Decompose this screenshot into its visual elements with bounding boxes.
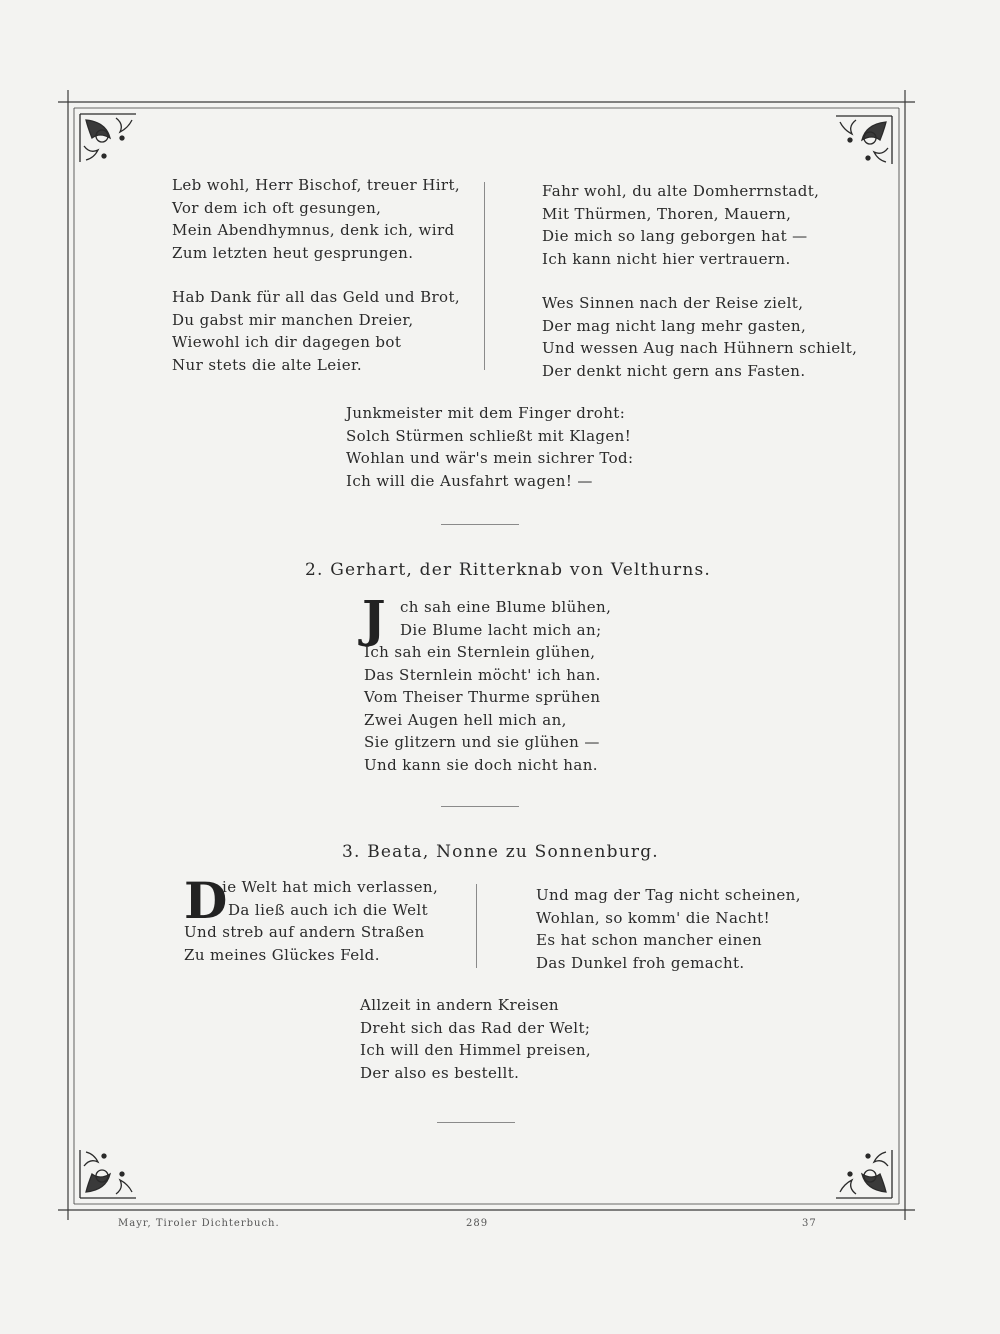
- section-3-left-stanza: [184, 871, 439, 966]
- section-2-title: 2. Gerhart, der Ritterknab von Velthurns.: [305, 560, 712, 580]
- verse-line: Zu meines Glückes Feld.: [184, 945, 380, 964]
- verse-line: Die Blume lacht mich an;: [400, 620, 602, 639]
- section-separator: [437, 1122, 515, 1123]
- verse-line: Der denkt nicht gern ans Fasten.: [542, 361, 806, 380]
- verse-line: Der also es bestellt.: [360, 1063, 520, 1082]
- poem1-left-stanza-2: [172, 286, 460, 376]
- section-3-title: 3. Beata, Nonne zu Sonnenburg.: [342, 842, 659, 862]
- verse-line: Der mag nicht lang mehr gasten,: [542, 316, 807, 335]
- verse-line: Und wessen Aug nach Hühnern schielt,: [542, 339, 858, 357]
- verse-line: Die mich so lang geborgen hat —: [542, 227, 808, 245]
- column-divider: [476, 884, 477, 968]
- verse-line: Zum letzten heut gesprungen.: [172, 243, 414, 262]
- verse-line: Du gabst mir manchen Dreier,: [172, 310, 414, 329]
- verse-line: Sie glitzern und sie glühen —: [364, 733, 600, 751]
- verse-line: ie Welt hat mich verlassen,: [222, 878, 439, 896]
- column-divider: [484, 182, 485, 370]
- verse-line: Vor dem ich oft gesungen,: [172, 198, 382, 217]
- section-separator: [441, 806, 519, 807]
- verse-line: Mein Abendhymnus, denk ich, wird: [172, 221, 455, 239]
- verse-line: Ich sah ein Sternlein glühen,: [364, 643, 596, 661]
- verse-line: Ich will die Ausfahrt wagen! —: [346, 471, 593, 490]
- verse-line: Junkmeister mit dem Finger droht:: [346, 404, 626, 422]
- verse-line: Vom Theiser Thurme sprühen: [364, 688, 601, 706]
- corner-ornament-bottom-right: [826, 1140, 896, 1202]
- verse-line: Zwei Augen hell mich an,: [364, 710, 567, 729]
- drop-cap-initial: D: [184, 871, 228, 930]
- verse-line: Fahr wohl, du alte Domherrnstadt,: [542, 182, 820, 200]
- verse-line: Es hat schon mancher einen: [536, 931, 763, 949]
- footer-source: Mayr, Tiroler Dichterbuch.: [118, 1218, 280, 1229]
- verse-line: Leb wohl, Herr Bischof, treuer Hirt,: [172, 176, 461, 194]
- verse-line: Allzeit in andern Kreisen: [360, 996, 559, 1014]
- verse-line: Solch Stürmen schließt mit Klagen!: [346, 426, 632, 445]
- section-2-stanza: [362, 589, 612, 776]
- verse-line: Und mag der Tag nicht scheinen,: [536, 886, 801, 904]
- verse-line: Wohlan, so komm' die Nacht!: [536, 908, 771, 927]
- footer-page-number: 289: [466, 1218, 489, 1229]
- verse-line: Mit Thürmen, Thoren, Mauern,: [542, 204, 792, 223]
- corner-ornament-bottom-left: [76, 1140, 146, 1202]
- poem1-right-stanza-1: [542, 180, 819, 270]
- verse-line: Hab Dank für all das Geld und Brot,: [172, 288, 461, 306]
- footer-signature-mark: 37: [802, 1218, 817, 1229]
- corner-ornament-top-left: [76, 110, 146, 170]
- verse-line: Dreht sich das Rad der Welt;: [360, 1018, 591, 1037]
- verse-line: ch sah eine Blume blühen,: [400, 598, 612, 616]
- corner-ornament-top-right: [826, 112, 896, 172]
- verse-line: Das Sternlein möcht' ich han.: [364, 665, 601, 684]
- verse-line: Und streb auf andern Straßen: [184, 923, 425, 941]
- verse-line: Das Dunkel froh gemacht.: [536, 953, 745, 972]
- verse-line: Wes Sinnen nach der Reise zielt,: [542, 294, 804, 312]
- drop-cap-initial: J: [362, 589, 386, 648]
- verse-line: Wiewohl ich dir dagegen bot: [172, 333, 402, 351]
- verse-line: Ich kann nicht hier vertrauern.: [542, 249, 791, 268]
- verse-line: Nur stets die alte Leier.: [172, 355, 363, 374]
- poem1-center-stanza: [346, 402, 634, 492]
- section-3-right-stanza: [536, 884, 801, 974]
- verse-line: Und kann sie doch nicht han.: [364, 755, 598, 774]
- verse-line: Ich will den Himmel preisen,: [360, 1041, 592, 1059]
- section-separator: [441, 524, 519, 525]
- poem1-right-stanza-2: [542, 292, 857, 382]
- poem1-left-stanza-1: [172, 174, 460, 264]
- verse-line: Da ließ auch ich die Welt: [228, 900, 428, 919]
- section-3-center-stanza: [360, 994, 591, 1084]
- verse-line: Wohlan und wär's mein sichrer Tod:: [346, 449, 634, 467]
